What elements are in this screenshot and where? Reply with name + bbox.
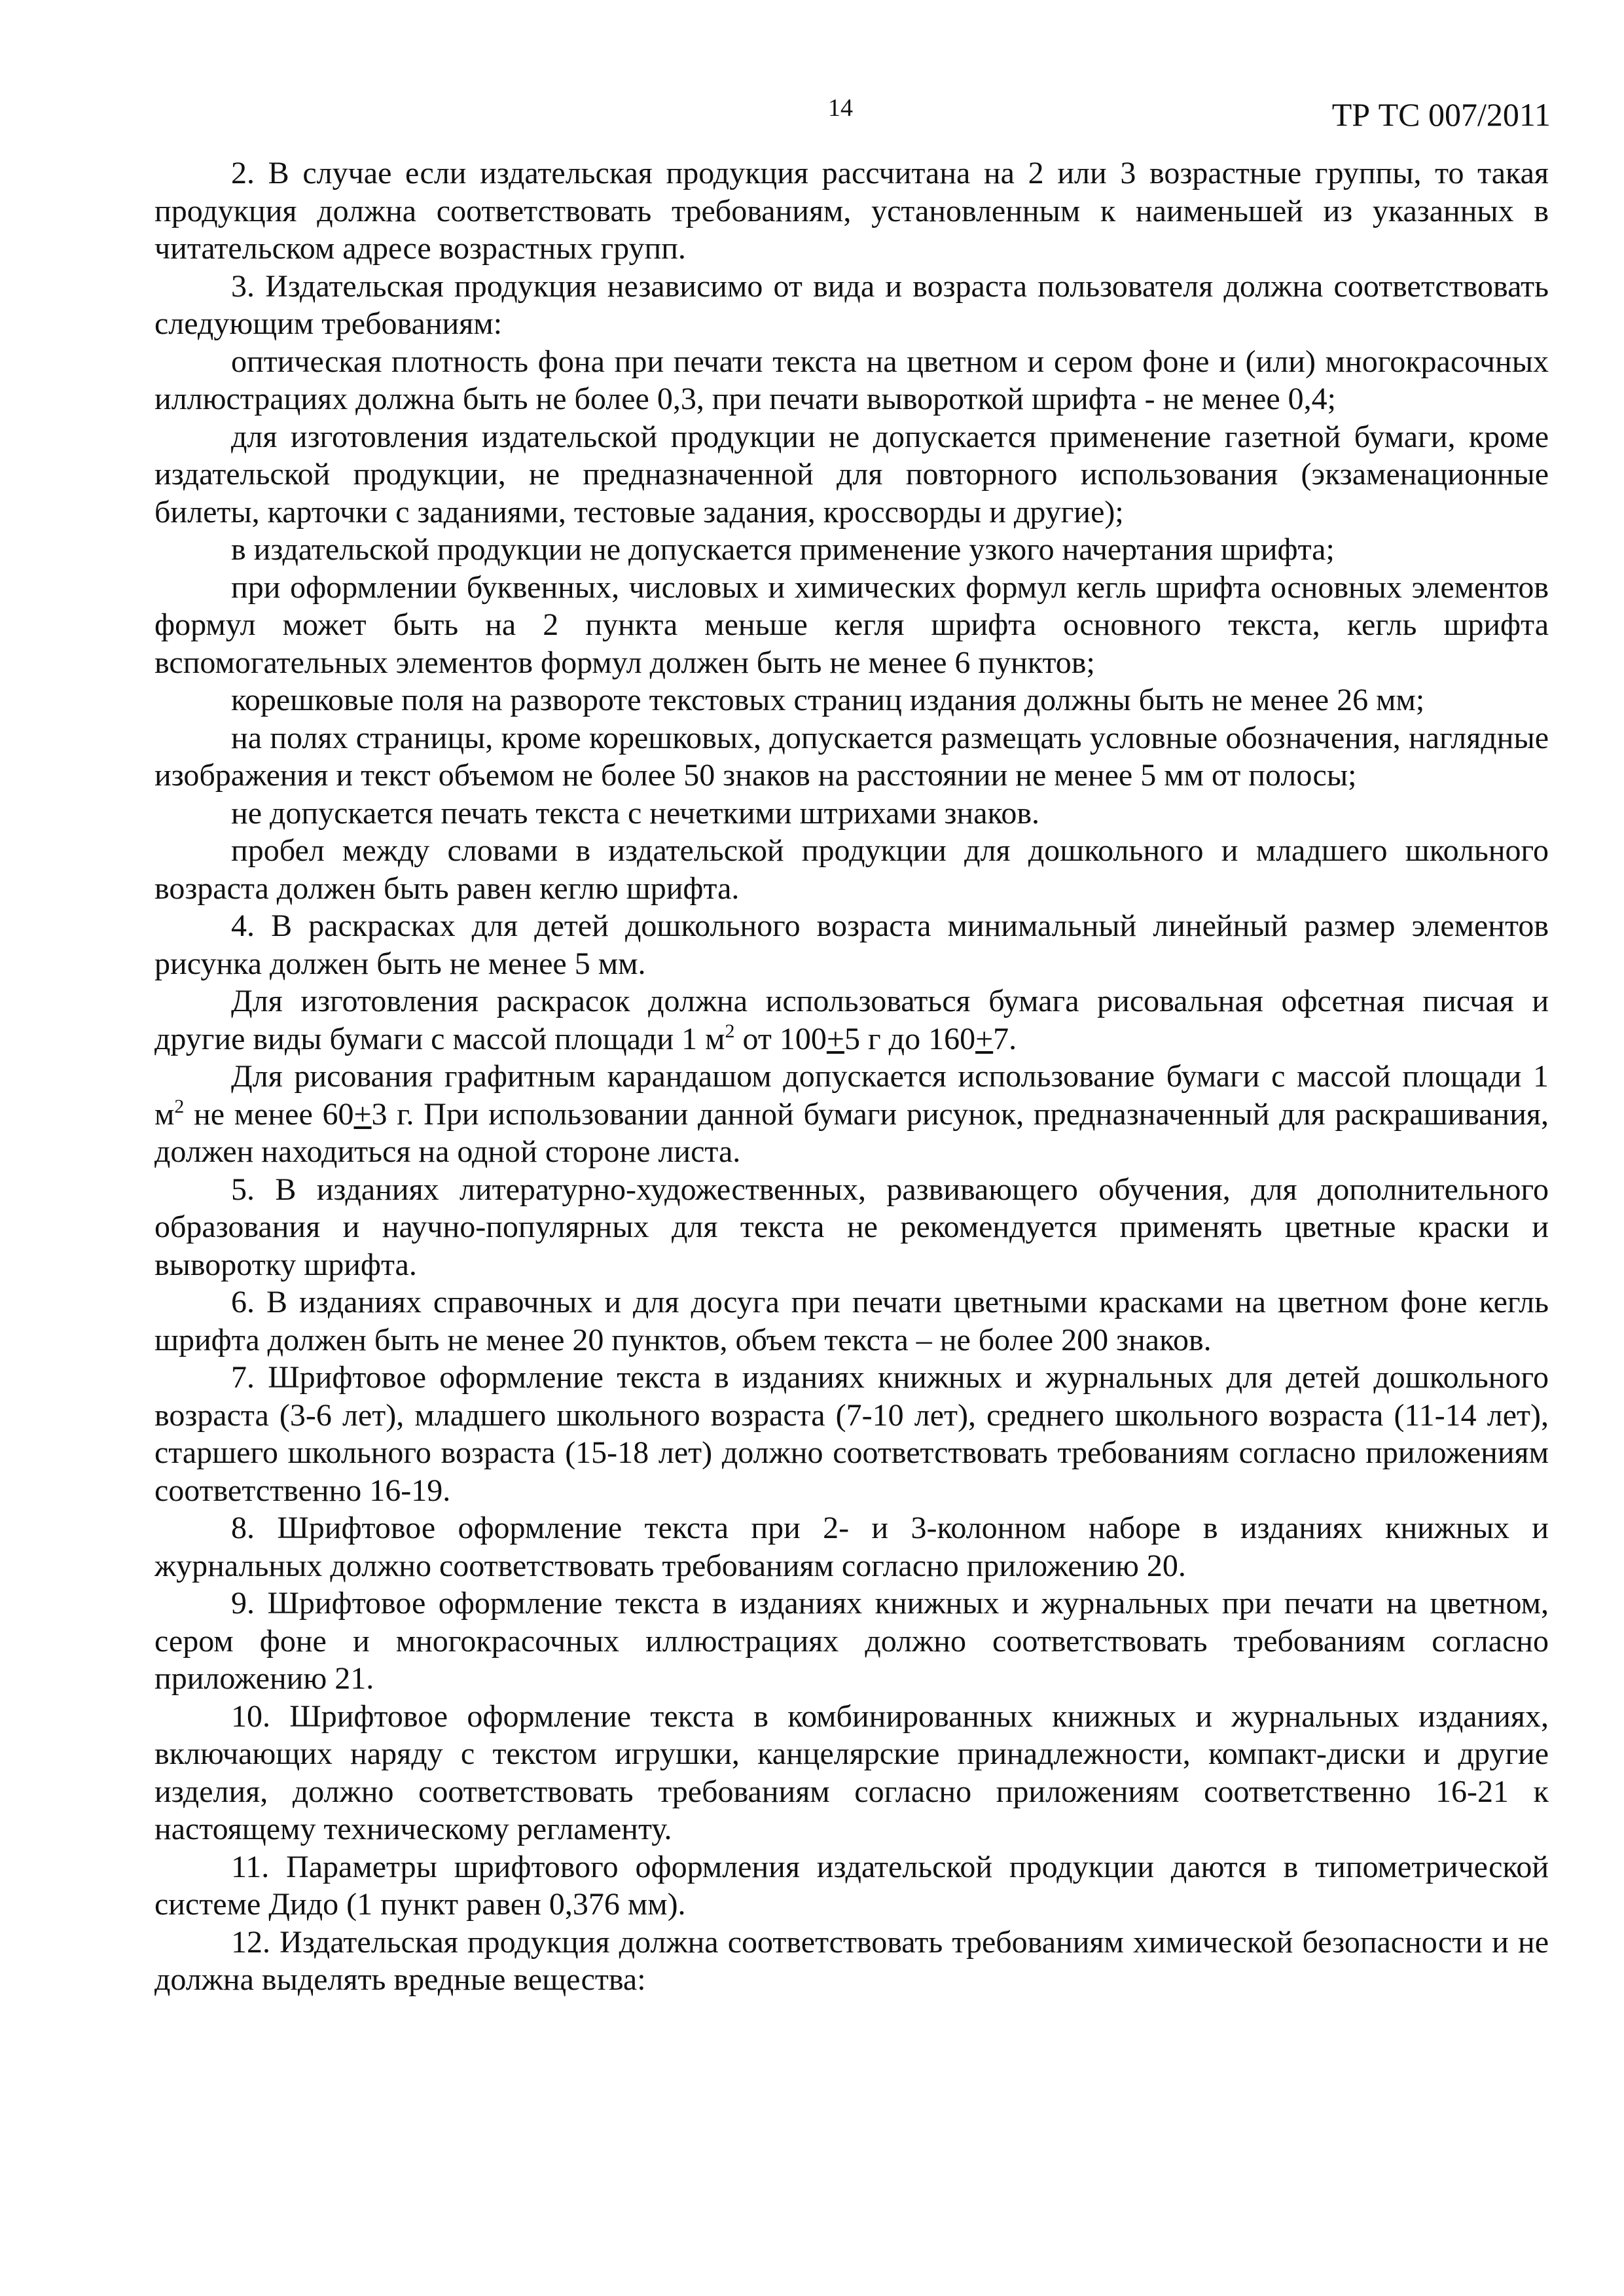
paragraph: 3. Издательская продукция независимо от вида и возраста пользователя должна соответствовать следующим требованиям:: [154, 268, 1549, 341]
paragraph: при оформлении буквенных, числовых и химических формул кегль шрифта основных элементов формул может быть на 2 пункта меньше кегля шрифта основного текста, кегль шрифта вспомогательных элементов формул должен быть не менее 6 пунктов;: [154, 569, 1549, 680]
text-run: Для рисования графитным карандашом допускается использование бумаги с массой площади 1 м: [154, 1059, 1549, 1132]
superscript: 2: [725, 1020, 735, 1042]
text-run: 3 г. При использовании данной бумаги рисунок, предназначенный для раскрашивания, должен находиться на одной стороне листа.: [154, 1096, 1549, 1169]
paragraph: 6. В изданиях справочных и для досуга при печати цветными красками на цветном фоне кегль шрифта должен быть не менее 20 пунктов, объем текста – не более 200 знаков.: [154, 1285, 1549, 1357]
paragraph: 10. Шрифтовое оформление текста в комбинированных книжных и журнальных изданиях, включающих наряду с текстом игрушки, канцелярские принадлежности, компакт-диски и другие изделия, должно соответствовать требованиям согласно приложениям соответственно 16-21 к настоящему техническому регламенту.: [154, 1698, 1549, 1846]
document-code: ТР ТС 007/2011: [1331, 96, 1551, 133]
text-run: 7.: [993, 1021, 1017, 1056]
text-run: от 100: [734, 1021, 827, 1056]
document-body: [154, 154, 1549, 1999]
paragraph: 5. В изданиях литературно-художественных, развивающего обучения, для дополнительного образования и научно-популярных для текста не рекомендуется применять цветные краски и выворотку шрифта.: [154, 1172, 1549, 1282]
paragraph: [154, 982, 1549, 1058]
text-run: 5 г до 160: [844, 1021, 976, 1056]
paragraph: 4. В раскрасках для детей дошкольного возраста минимальный линейный размер элементов рисунка должен быть не менее 5 мм.: [154, 908, 1549, 981]
paragraph: 8. Шрифтовое оформление текста при 2- и 3-колонном наборе в изданиях книжных и журнальных должно соответствовать требованиям согласно приложению 20.: [154, 1511, 1549, 1583]
paragraph: 2. В случае если издательская продукция рассчитана на 2 или 3 возрастные группы, то такая продукция должна соответствовать требованиям, установленным к наименьшей из указанных в читательском адресе возрастных групп.: [154, 156, 1549, 266]
plus-minus-sign: +: [826, 1021, 844, 1056]
plus-minus-sign: +: [975, 1021, 994, 1056]
paragraph: пробел между словами в издательской продукции для дошкольного и младшего школьного возраста должен быть равен кеглю шрифта.: [154, 833, 1549, 906]
page-number: 14: [828, 94, 853, 122]
paragraph: 9. Шрифтовое оформление текста в изданиях книжных и журнальных при печати на цветном, сером фоне и многокрасочных иллюстрациях должно соответствовать требованиям согласно приложению 21.: [154, 1586, 1549, 1696]
text-run: Для изготовления раскрасок должна использоваться бумага рисовальная офсетная писчая и другие виды бумаги с массой площади 1 м: [154, 984, 1549, 1056]
paragraph: в издательской продукции не допускается применение узкого начертания шрифта;: [231, 532, 1335, 567]
paragraph: 7. Шрифтовое оформление текста в изданиях книжных и журнальных для детей дошкольного возраста (3-6 лет), младшего школьного возраста (7-10 лет), среднего школьного возраста (11-14 лет), старшего школьного возраста (15-18 лет) должно соответствовать требованиям согласно приложениям соответственно 16-19.: [154, 1360, 1549, 1508]
paragraph: для изготовления издательской продукции не допускается применение газетной бумаги, кроме издательской продукции, не предназначенной для повторного использования (экзаменационные билеты, карточки с заданиями, тестовые задания, кроссворды и другие);: [154, 419, 1549, 529]
text-run: не менее 60: [184, 1096, 354, 1132]
paragraph: [154, 1058, 1549, 1171]
superscript: 2: [174, 1095, 185, 1117]
paragraph: на полях страницы, кроме корешковых, допускается размещать условные обозначения, наглядные изображения и текст объемом не более 50 знаков на расстоянии не менее 5 мм от полосы;: [154, 720, 1549, 793]
paragraph: 12. Издательская продукция должна соответствовать требованиям химической безопасности и не должна выделять вредные вещества:: [154, 1924, 1549, 1997]
paragraph: 11. Параметры шрифтового оформления издательской продукции даются в типометрической системе Дидо (1 пункт равен 0,376 мм).: [154, 1849, 1549, 1922]
paragraph: не допускается печать текста с нечеткими штрихами знаков.: [231, 795, 1040, 831]
plus-minus-sign: +: [353, 1096, 372, 1132]
paragraph: оптическая плотность фона при печати текста на цветном и сером фоне и (или) многокрасочных иллюстрациях должна быть не более 0,3, при печати вывороткой шрифта - не менее 0,4;: [154, 344, 1549, 416]
paragraph: корешковые поля на развороте текстовых страниц издания должны быть не менее 26 мм;: [231, 683, 1425, 717]
